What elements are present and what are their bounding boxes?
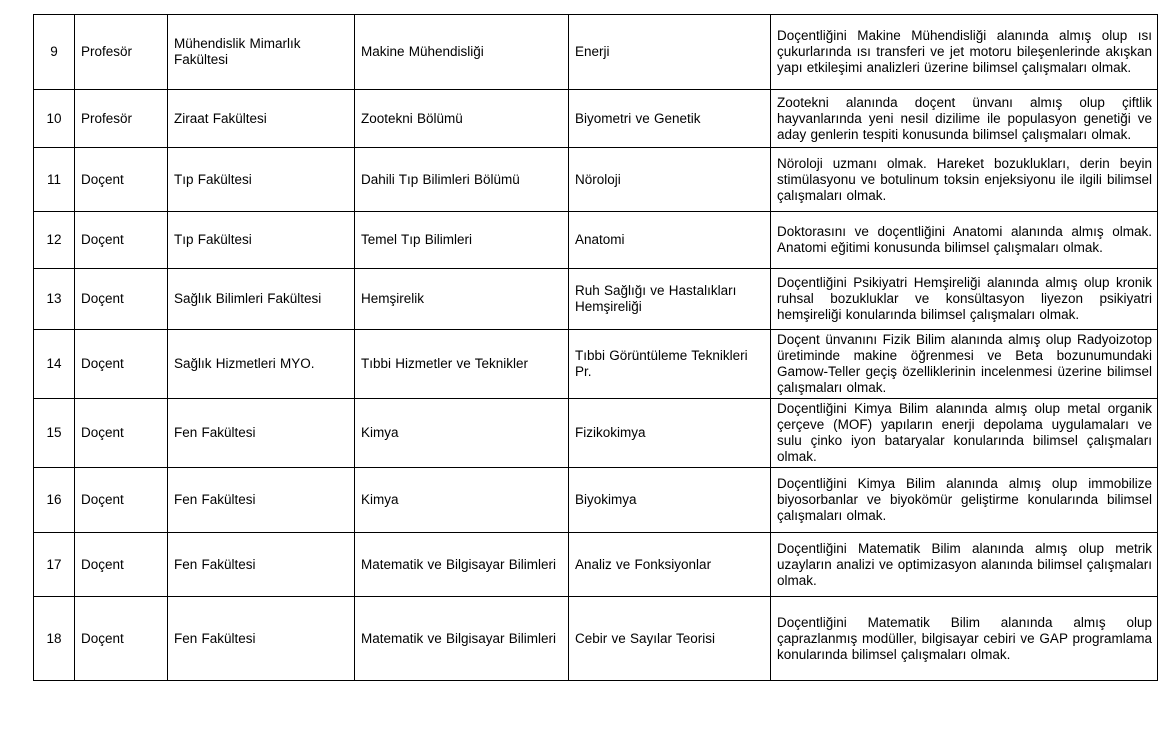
cell-faculty: Tıp Fakültesi: [168, 148, 355, 212]
table-row: [34, 533, 1158, 597]
cell-field: Biyometri ve Genetik: [569, 90, 771, 148]
cell-department: Dahili Tıp Bilimleri Bölümü: [355, 148, 569, 212]
cell-row-number: 11: [34, 148, 75, 212]
cell-department: Makine Mühendisliği: [355, 15, 569, 90]
cell-description: Doçentliğini Makine Mühendisliği alanında almış olup ısı çukurlarında ısı transferi ve jet motoru bileşenlerinde akışkan yapı etkileşimi analizleri üzerine bilimsel çalışmaları olmak.: [771, 15, 1158, 90]
cell-faculty: Fen Fakültesi: [168, 533, 355, 597]
cell-department: Zootekni Bölümü: [355, 90, 569, 148]
cell-field: Analiz ve Fonksiyonlar: [569, 533, 771, 597]
cell-description: Doktorasını ve doçentliğini Anatomi alanında almış olmak. Anatomi eğitimi konusunda bilimsel çalışmaları olmak.: [771, 212, 1158, 269]
cell-faculty: Ziraat Fakültesi: [168, 90, 355, 148]
cell-title: Doçent: [75, 468, 168, 533]
cell-department: Matematik ve Bilgisayar Bilimleri: [355, 597, 569, 681]
cell-faculty: Fen Fakültesi: [168, 399, 355, 468]
cell-faculty: Sağlık Bilimleri Fakültesi: [168, 269, 355, 330]
cell-faculty: Fen Fakültesi: [168, 597, 355, 681]
table-row: [34, 15, 1158, 90]
cell-row-number: 14: [34, 330, 75, 399]
cell-department: Kimya: [355, 468, 569, 533]
cell-title: Doçent: [75, 597, 168, 681]
table-row: [34, 597, 1158, 681]
cell-field: Biyokimya: [569, 468, 771, 533]
cell-title: Doçent: [75, 269, 168, 330]
cell-faculty: Tıp Fakültesi: [168, 212, 355, 269]
cell-row-number: 9: [34, 15, 75, 90]
cell-field: Cebir ve Sayılar Teorisi: [569, 597, 771, 681]
positions-table: [33, 14, 1158, 681]
cell-field: Ruh Sağlığı ve Hastalıkları Hemşireliği: [569, 269, 771, 330]
cell-field: Anatomi: [569, 212, 771, 269]
cell-field: Enerji: [569, 15, 771, 90]
table-row: [34, 399, 1158, 468]
cell-row-number: 15: [34, 399, 75, 468]
cell-title: Doçent: [75, 533, 168, 597]
table-row: [34, 212, 1158, 269]
cell-title: Doçent: [75, 399, 168, 468]
table-row: [34, 468, 1158, 533]
cell-row-number: 13: [34, 269, 75, 330]
cell-field: Nöroloji: [569, 148, 771, 212]
cell-row-number: 18: [34, 597, 75, 681]
cell-title: Doçent: [75, 330, 168, 399]
cell-department: Tıbbi Hizmetler ve Teknikler: [355, 330, 569, 399]
cell-row-number: 17: [34, 533, 75, 597]
cell-title: Doçent: [75, 148, 168, 212]
cell-field: Fizikokimya: [569, 399, 771, 468]
cell-faculty: Sağlık Hizmetleri MYO.: [168, 330, 355, 399]
cell-title: Profesör: [75, 15, 168, 90]
cell-title: Profesör: [75, 90, 168, 148]
table-row: [34, 90, 1158, 148]
cell-row-number: 12: [34, 212, 75, 269]
table-row: [34, 269, 1158, 330]
cell-description: Doçentliğini Psikiyatri Hemşireliği alanında almış olup kronik ruhsal bozukluklar ve konsültasyon liyezon psikiyatri hemşireliği konularında bilimsel çalışmaları olmak.: [771, 269, 1158, 330]
cell-field: Tıbbi Görüntüleme Teknikleri Pr.: [569, 330, 771, 399]
cell-description: Doçent ünvanını Fizik Bilim alanında almış olup Radyoizotop üretiminde makine öğrenmesi ve Beta bozunumundaki Gamow-Teller geçiş özelliklerinin incelenmesi üzerine bilimsel çalışmaları olmak.: [771, 330, 1158, 399]
cell-department: Hemşirelik: [355, 269, 569, 330]
cell-department: Temel Tıp Bilimleri: [355, 212, 569, 269]
cell-description: Nöroloji uzmanı olmak. Hareket bozuklukları, derin beyin stimülasyonu ve botulinum toksin enjeksiyonu ile ilgili bilimsel çalışmaları olmak.: [771, 148, 1158, 212]
cell-description: Doçentliğini Kimya Bilim alanında almış olup immobilize biyosorbanlar ve biyokömür geliştirme konularında bilimsel çalışmaları olmak.: [771, 468, 1158, 533]
cell-description: Doçentliğini Kimya Bilim alanında almış olup metal organik çerçeve (MOF) yapıların enerji depolama uygulamaları ve sulu çinko iyon bataryalar konularında bilimsel çalışmaları olmak.: [771, 399, 1158, 468]
table-row: [34, 148, 1158, 212]
cell-faculty: Mühendislik Mimarlık Fakültesi: [168, 15, 355, 90]
table-body: [34, 15, 1158, 681]
cell-row-number: 10: [34, 90, 75, 148]
table-row: [34, 330, 1158, 399]
cell-title: Doçent: [75, 212, 168, 269]
cell-department: Matematik ve Bilgisayar Bilimleri: [355, 533, 569, 597]
cell-description: Doçentliğini Matematik Bilim alanında almış olup çaprazlanmış modüller, bilgisayar cebiri ve GAP programlama konularında bilimsel çalışmaları olmak.: [771, 597, 1158, 681]
cell-description: Zootekni alanında doçent ünvanı almış olup çiftlik hayvanlarında yeni nesil dizilime ile populasyon genetiği ve aday genlerin tespiti konusunda bilimsel çalışmaları olmak.: [771, 90, 1158, 148]
cell-description: Doçentliğini Matematik Bilim alanında almış olup metrik uzayların analizi ve optimizasyon alanında bilimsel çalışmaları olmak.: [771, 533, 1158, 597]
cell-row-number: 16: [34, 468, 75, 533]
cell-faculty: Fen Fakültesi: [168, 468, 355, 533]
cell-department: Kimya: [355, 399, 569, 468]
